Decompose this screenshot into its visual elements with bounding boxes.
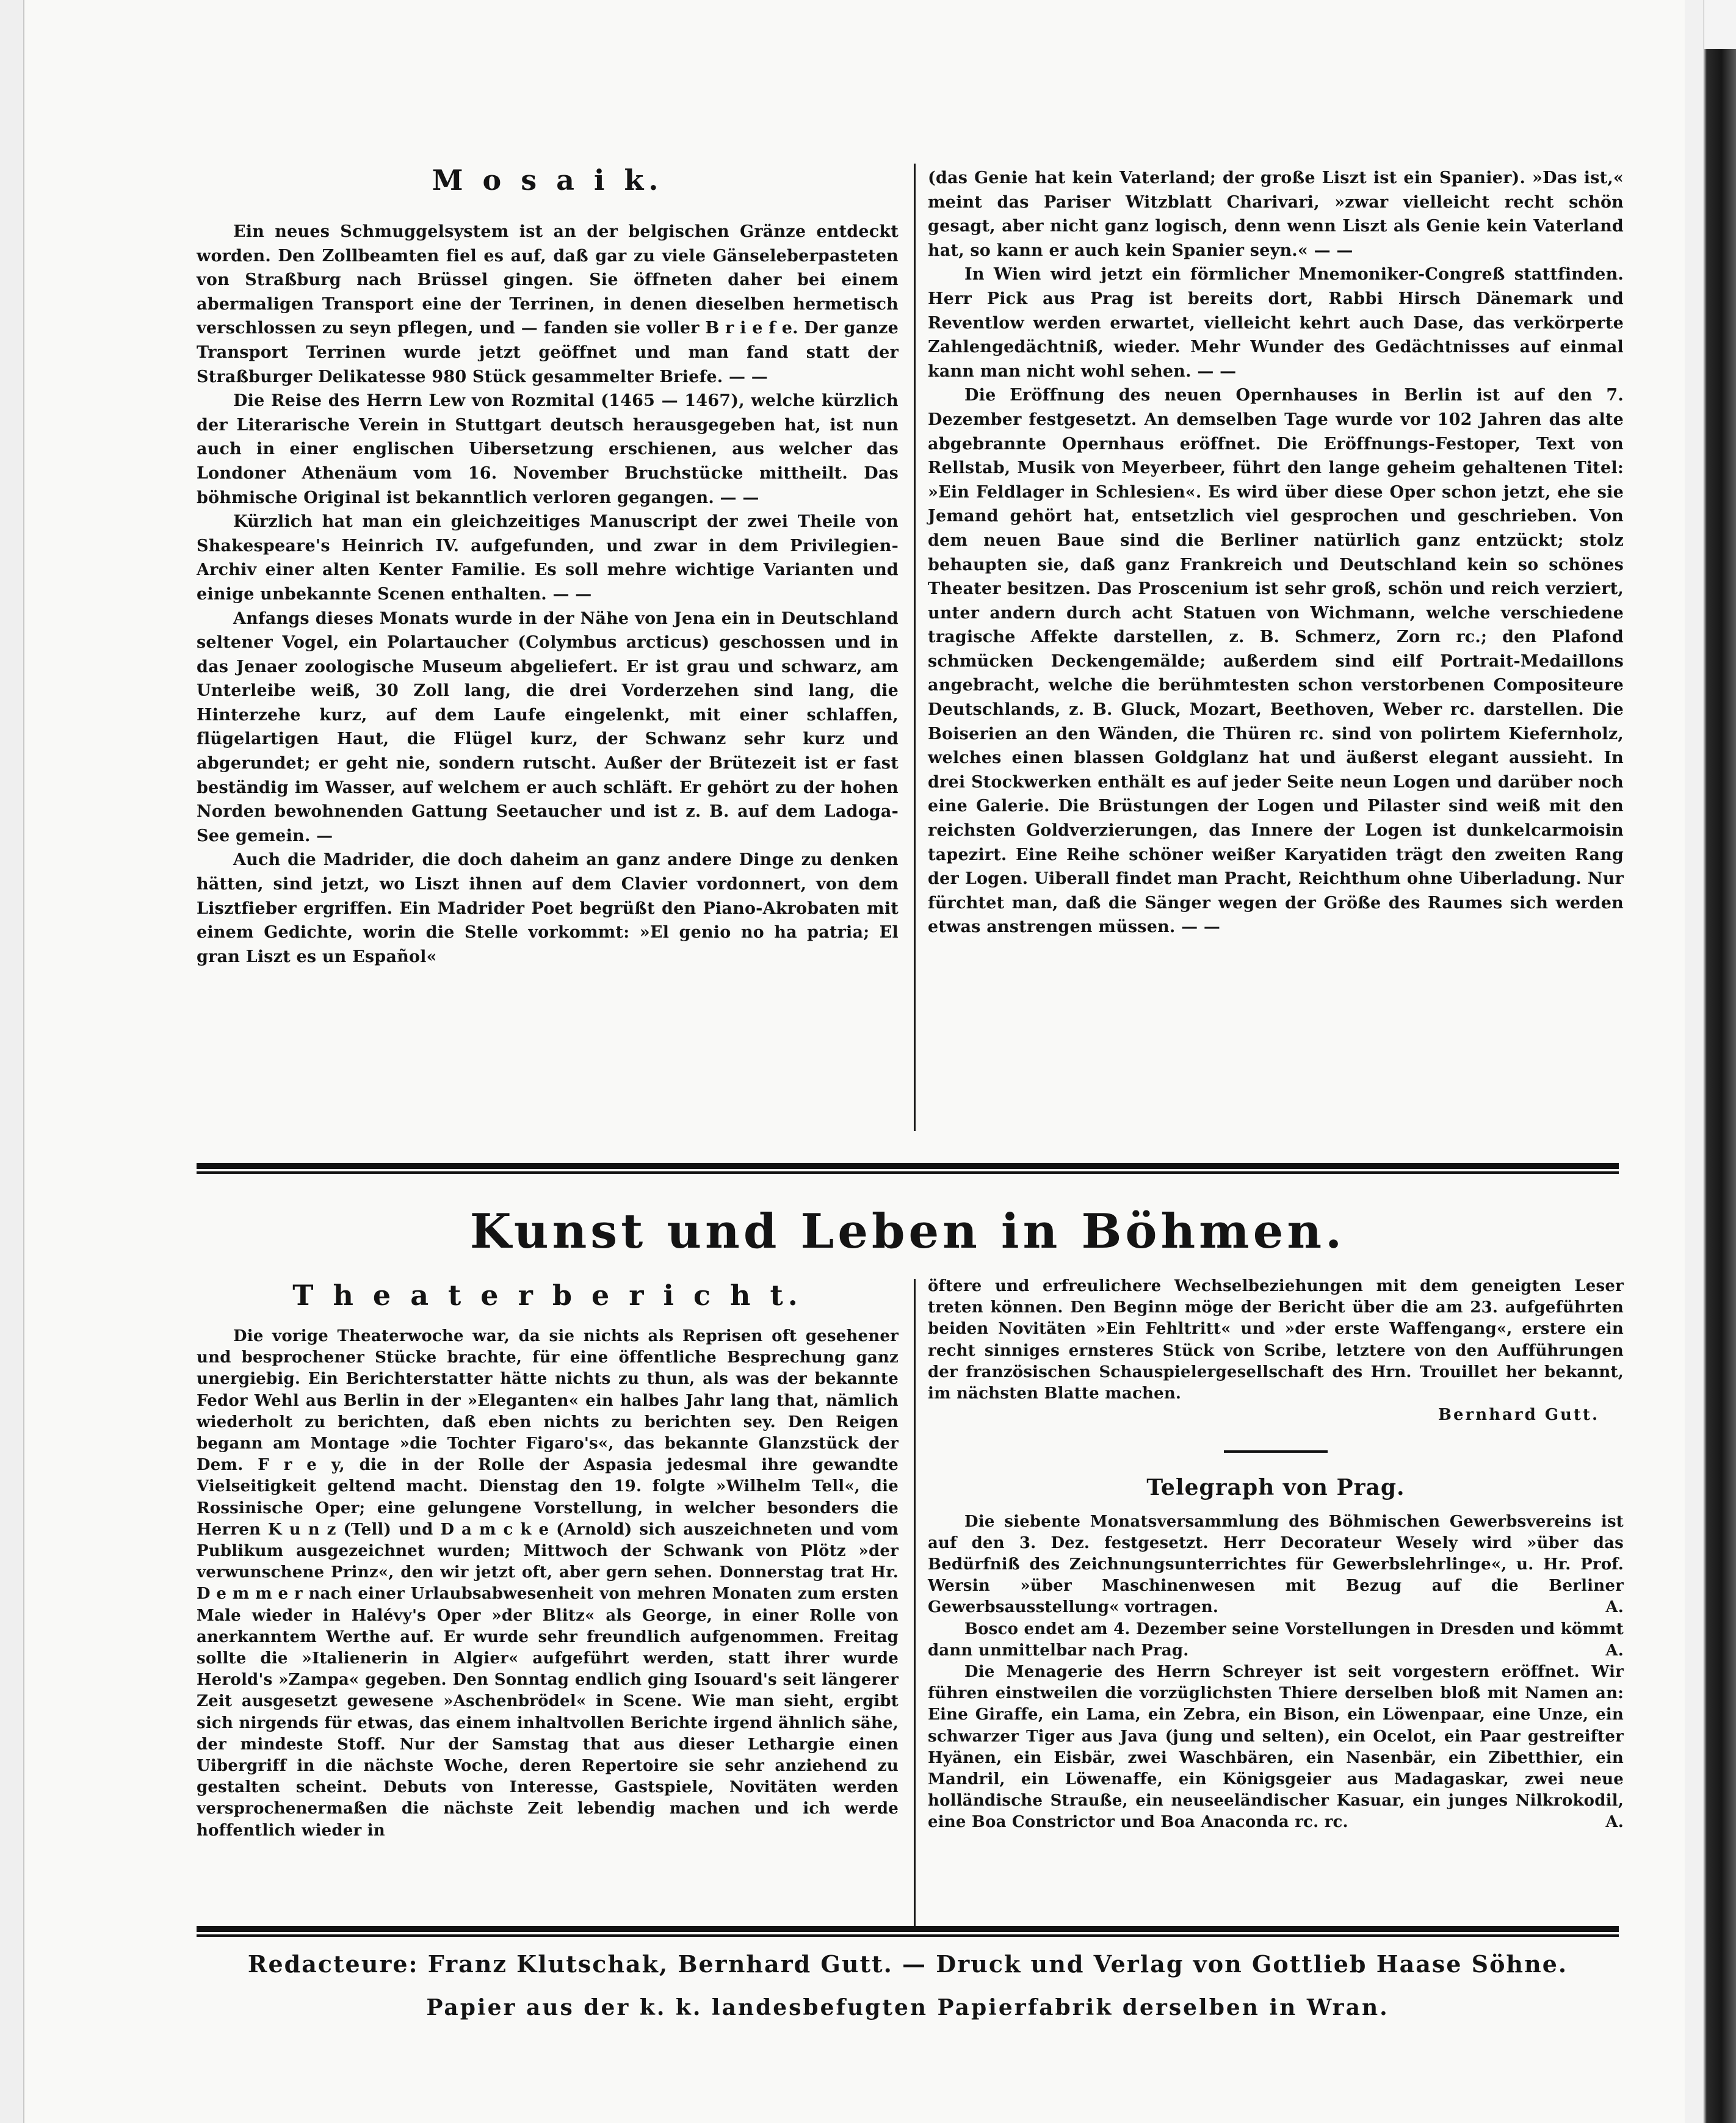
footer-imprint: Redacteure: Franz Klutschak, Bernhard Gutt. — Druck und Verlag von Gottlieb Haase Söhne. — [247, 1950, 1568, 1978]
telegraph-item — [928, 1511, 1624, 1619]
footer-paper-note: Papier aus der k. k. landesbefugten Papierfabrik derselben in Wran. — [426, 1995, 1389, 2020]
telegraph-text: Die siebente Monatsversammlung des Böhmischen Gewerbsvereins ist auf den 3. Dez. festgesetzt. Herr Decorateur Wesely wird »über das Bedürfniß des Zeichnungsunterrichtes für Gewerbslehrlinge«, u. Hr. Prof. Wersin »über Maschinenwesen mit Bezug auf die Berliner Gewerbsausstellung« vortragen. — [928, 1512, 1624, 1617]
theater-title: T h e a t e r b e r i c h t. — [292, 1279, 803, 1312]
mosaik-left-column — [197, 220, 899, 969]
short-rule — [1224, 1450, 1328, 1453]
kunst-title: Kunst und Leben in Böhmen. — [469, 1204, 1346, 1259]
telegraph-title: Telegraph von Prag. — [1146, 1475, 1405, 1501]
telegraph-text: Die Menagerie des Herrn Schreyer ist seit vorgestern eröffnet. Wir führen einstweilen die vorzüglichsten Thiere derselben bloß mit Namen an: Eine Giraffe, ein Lama, ein Zebra, ein Bison, ein Löwenpaar, eine Unze, ein schwarzer Tiger aus Java (jung und selten), ein Ocelot, ein Paar gestreifter Hyänen, ein Eisbär, zwei Waschbären, ein Nasenbär, ein Zibetthier, ein Mandril, ein Löwenaffe, ein Königsgeier aus Madagaskar, zwei neue holländische Strauße, ein neuseeländischer Kasuar, ein junges Nilkrokodil, eine Boa Constrictor und Boa Anaconda rc. rc. — [928, 1663, 1624, 1832]
theater-left-column — [197, 1326, 899, 1842]
mosaik-paragraph: (das Genie hat kein Vaterland; der große Liszt ist ein Spanier). »Das ist,« meint das Pariser Witzblatt Charivari, »zwar vielleicht recht schön gesagt, aber nicht ganz logisch, denn wenn Liszt als Genie kein Vaterland hat, so kann er auch kein Spanier seyn.« — — — [928, 168, 1624, 260]
column-divider — [914, 1279, 916, 1926]
column-divider — [914, 164, 916, 1131]
scan-edge — [1685, 0, 1736, 2123]
telegraph-sig: A. — [1605, 1598, 1624, 1617]
telegraph-item — [928, 1619, 1624, 1662]
mosaik-title: M o s a i k. — [432, 164, 664, 197]
mosaik-paragraph: Die Eröffnung des neuen Opernhauses in Berlin ist auf den 7. Dezember festgesetzt. An demselben Tage wurde vor 102 Jahren das alte abgebrannte Opernhaus eröffnet. Die Eröffnungs-Festoper, Text von Rellstab, Musik von Meyerbeer, führt den lange geheim gehaltenen Titel: »Ein Feldlager in Schlesien«. Es wird über diese Oper schon jetzt, ehe sie Jemand gehört hat, entsetzlich viel gesprochen und geschrieben. Von dem neuen Baue sind die Berliner natürlich ganz entzückt; stolz behaupten sie, daß ganz Frankreich und Deutschland kein so schönes Theater besitzen. Das Proscenium ist sehr groß, schön und reich verziert, unter andern durch acht Statuen von Wichmann, welche verschiedene tragische Affekte darstellen, z. B. Schmerz, Zorn rc.; den Plafond schmücken Deckengemälde; außerdem sind eilf Portrait-Medaillons angebracht, welche die berühmtesten schon verstorbenen Compositeure Deutschlands, z. B. Gluck, Mozart, Beethoven, Weber rc. darstellen. Die Boiserien an den Wänden, die Thüren rc. sind von polirtem Kiefernholz, welches einen blassen Goldglanz hat und äußerst elegant aussieht. In drei Stockwerken enthält es auf jeder Seite neun Logen und darüber noch eine Galerie. Die Brüstungen der Logen und Pilaster sind weiß mit den reichsten Goldverzierungen, das Innere der Logen ist dunkelcarmoisin tapezirt. Eine Reihe schöner weißer Karyatiden trägt den zweiten Rang der Logen. Uiberall findet man Pracht, Reichthum ohne Uiberladung. Nur fürchtet man, daß die Sänger wegen der Größe des Raumes sich werden etwas anstrengen müssen. — — — [928, 386, 1624, 937]
mosaik-paragraph: Ein neues Schmuggelsystem ist an der belgischen Gränze entdeckt worden. Den Zollbeamten fiel es auf, daß gar zu viele Gänseleberpasteten von Straßburg nach Brüssel gingen. Sie öffneten daher bei einem abermaligen Transport eine der Terrinen, in denen dieselben hermetisch verschlossen zu seyn pflegen, und — fanden sie voller B r i e f e. Der ganze Transport Terrinen wurde jetzt geöffnet und man fand statt der Straßburger Delikatesse 980 Stück gesammelter Briefe. — — — [197, 222, 899, 386]
mosaik-right-column — [928, 166, 1624, 939]
mosaik-paragraph: Auch die Madrider, die doch daheim an ganz andere Dinge zu denken hätten, sind jetzt, wo Liszt ihnen auf dem Clavier vordonnert, von dem Lisztfieber ergriffen. Ein Madrider Poet begrüßt den Piano-Akrobaten mit einem Gedichte, worin die Stelle vorkommt: »El genio no ha patria; El gran Liszt es un Español« — [197, 850, 899, 966]
telegraph-sig: A. — [1605, 1641, 1624, 1660]
mosaik-paragraph: Die Reise des Herrn Lew von Rozmital (1465 — 1467), welche kürzlich der Literarische Verein in Stuttgart deutsch herausgegeben hat, ist nun auch in einer englischen Uibersetzung erschienen, aus welcher das Londoner Athenäum vom 16. November Bruchstücke mittheilt. Das böhmische Original ist bekanntlich verloren gegangen. — — — [197, 391, 899, 507]
author-signature: Bernhard Gutt. — [1438, 1406, 1599, 1425]
telegraph-text: Bosco endet am 4. Dezember seine Vorstellungen in Dresden und kömmt dann unmittelbar nach Prag. — [928, 1619, 1624, 1660]
telegraph-item — [928, 1662, 1624, 1834]
section-rule — [197, 1163, 1619, 1174]
theater-right-column — [928, 1276, 1624, 1834]
telegraph-sig: A. — [1605, 1813, 1624, 1832]
theater-paragraph: Die vorige Theaterwoche war, da sie nichts als Reprisen oft gesehener und besprochener Stücke brachte, für eine öffentliche Besprechung ganz unergiebig. Ein Berichterstatter hätte nichts zu thun, als was der bekannte Fedor Wehl aus Berlin in der »Eleganten« ein halbes Jahr lang that, nämlich wiederholt zu berichten, daß eben nichts zu berichten sey. Den Reigen begann am Montage »die Tochter Figaro's«, das bekannte Glanzstück der Dem. F r e y, die in der Rolle der Aspasia jedesmal ihre gewandte Vielseitigkeit geltend macht. Dienstag den 19. folgte »Wilhelm Tell«, die Rossinische Oper; eine gelungene Vorstellung, in welcher besonders die Herren K u n z (Tell) und D a m c k e (Arnold) sich auszeichneten und vom Publikum ausgezeichnet wurden; Mittwoch der Schwank von Plötz »der verwunschene Prinz«, den wir jetzt oft, aber gern sehen. Donnerstag trat Hr. D e m m e r nach einer Urlaubsabwesenheit von mehren Monaten zum ersten Male wieder in Halévy's Oper »der Blitz« als George, in einer Rolle von anerkanntem Werthe auf. Er wurde sehr freundlich aufgenommen. Freitag sollte die »Italienerin in Algier« aufgeführt werden, statt ihrer wurde Herold's »Zampa« gegeben. Den Sonntag endlich ging Isouard's seit längerer Zeit ausgesetzt gewesene »Aschenbrödel« in Scene. Wie man sieht, ergibt sich nirgends für etwas, das einem inhaltvollen Berichte irgend ähnlich sähe, der mindeste Stoff. Nur der Samstag that aus dieser Lethargie einen Uibergriff in die nächste Woche, deren Repertoire sie sehr anziehend zu gestalten scheint. Debuts von Interesse, Gastspiele, Novitäten werden versprochenermaßen die nächste Zeit lebendig machen und ich werde hoffentlich wieder in — [197, 1327, 899, 1840]
mosaik-paragraph: Anfangs dieses Monats wurde in der Nähe von Jena ein in Deutschland seltener Vogel, ein Polartaucher (Colymbus arcticus) geschossen und in das Jenaer zoologische Museum abgeliefert. Er ist grau und schwarz, am Unterleibe weiß, 30 Zoll lang, die drei Vorderzehen sind lang, die Hinterzehe kurz, auf dem Laufe eingelenkt, mit einer schlaffen, flügelartigen Haut, die Flügel kurz, der Schwanz sehr kurz und abgerundet; er geht nie, sondern rutscht. Außer der Brütezeit ist er fast beständig im Wasser, auf welchem er auch schläft. Er gehört zu der hohen Norden bewohnenden Gattung Seetaucher und ist z. B. auf dem Ladoga-See gemein. — — [197, 609, 899, 845]
footer-rule — [197, 1926, 1619, 1937]
theater-paragraph: öftere und erfreulichere Wechselbeziehungen mit dem geneigten Leser treten können. Den Beginn möge der Bericht über die am 23. aufgeführten beiden Novitäten »Ein Fehltritt« und »der erste Waffengang«, erstere ein recht sinniges ernsteres Stück von Scribe, letztere von den Aufführungen der französischen Schauspielergesellschaft des Hrn. Trouillet her bekannt, im nächsten Blatte machen. — [928, 1277, 1624, 1403]
mosaik-paragraph: Kürzlich hat man ein gleichzeitiges Manuscript der zwei Theile von Shakespeare's Heinrich IV. aufgefunden, und zwar in dem Privilegien-Archiv einer alten Kenter Familie. Es soll mehre wichtige Varianten und einige unbekannte Scenen enthalten. — — — [197, 512, 899, 604]
mosaik-paragraph: In Wien wird jetzt ein förmlicher Mnemoniker-Congreß stattfinden. Herr Pick aus Prag ist bereits dort, Rabbi Hirsch Dänemark und Reventlow werden erwartet, vielleicht kehrt auch Dase, das verkörperte Zahlengedächtniß, wieder. Mehr Wunder des Gedächtnisses auf einmal kann man nicht wohl sehen. — — — [928, 265, 1624, 381]
scan-edge-notch — [1704, 0, 1736, 49]
